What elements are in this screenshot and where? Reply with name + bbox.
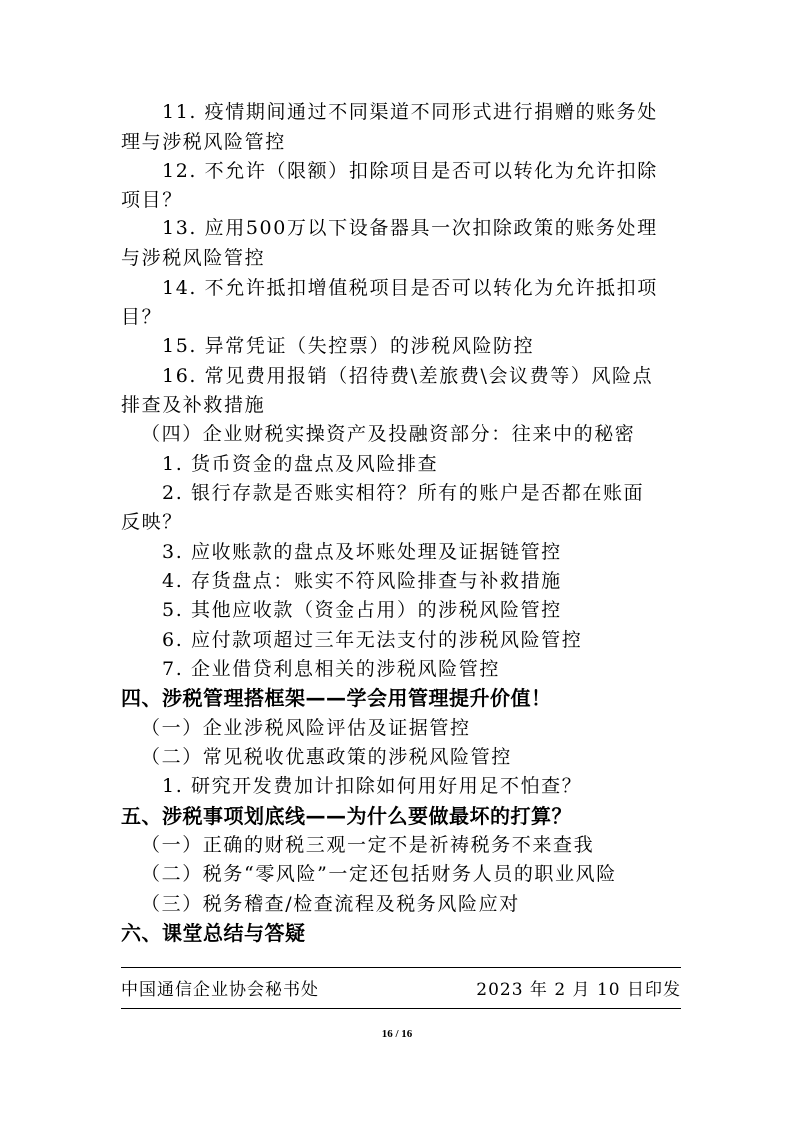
list-item-continuation: 反映？ xyxy=(121,511,183,533)
section-heading: 六、课堂总结与答疑 xyxy=(121,921,306,945)
footer-bottom-rule xyxy=(121,1008,681,1009)
list-item: 2. 银行存款是否账实相符？所有的账户是否都在账面 xyxy=(162,482,645,504)
list-item: 6. 应付款项超过三年无法支付的涉税风险管控 xyxy=(162,629,583,651)
list-item: 11. 疫情期间通过不同渠道不同形式进行捐赠的账务处 xyxy=(162,101,658,123)
list-item-continuation: 理与涉税风险管控 xyxy=(121,131,286,153)
list-item: 16. 常见费用报销（招待费\差旅费\会议费等）风险点 xyxy=(162,365,654,387)
list-item: 1. 货币资金的盘点及风险排查 xyxy=(162,453,439,475)
footer-date: 2023 年 2 月 10 日印发 xyxy=(476,980,681,1000)
list-item: 15. 异常凭证（失控票）的涉税风险防控 xyxy=(162,335,535,357)
list-item-continuation: 目？ xyxy=(121,306,163,328)
list-item-continuation: 与涉税风险管控 xyxy=(121,247,266,269)
list-item: 7. 企业借贷利息相关的涉税风险管控 xyxy=(162,658,500,680)
subsection-heading: （一）正确的财税三观一定不是祈祷税务不来查我 xyxy=(141,834,595,856)
list-item: 3. 应收账款的盘点及坏账处理及证据链管控 xyxy=(162,541,562,563)
list-item-continuation: 排查及补救措施 xyxy=(121,394,266,416)
list-item: 4. 存货盘点：账实不符风险排查与补救措施 xyxy=(162,570,562,592)
subsection-heading: （二）税务“零风险”一定还包括财务人员的职业风险 xyxy=(141,863,617,885)
page-number: 16 / 16 xyxy=(381,1028,413,1040)
subsection-heading: （一）企业涉税风险评估及证据管控 xyxy=(141,717,471,739)
section-heading: 五、涉税事项划底线——为什么要做最坏的打算？ xyxy=(121,804,572,828)
section-heading: 四、涉税管理搭框架——学会用管理提升价值！ xyxy=(121,686,552,710)
footer-top-rule xyxy=(121,967,681,968)
list-item: 14. 不允许抵扣增值税项目是否可以转化为允许抵扣项 xyxy=(162,277,658,299)
list-item: 13. 应用500万以下设备器具一次扣除政策的账务处理 xyxy=(162,217,658,239)
list-item-continuation: 项目？ xyxy=(121,189,183,211)
list-item: 5. 其他应收款（资金占用）的涉税风险管控 xyxy=(162,599,562,621)
footer-issuer: 中国通信企业协会秘书处 xyxy=(121,980,319,1000)
subsection-heading: （二）常见税收优惠政策的涉税风险管控 xyxy=(141,746,512,768)
subsection-heading: （三）税务稽查/检查流程及税务风险应对 xyxy=(141,893,520,915)
subsection-heading: （四）企业财税实操资产及投融资部分：往来中的秘密 xyxy=(141,423,636,445)
list-item: 1. 研究开发费加计扣除如何用好用足不怕查？ xyxy=(162,775,583,797)
list-item: 12. 不允许（限额）扣除项目是否可以转化为允许扣除 xyxy=(162,160,658,182)
